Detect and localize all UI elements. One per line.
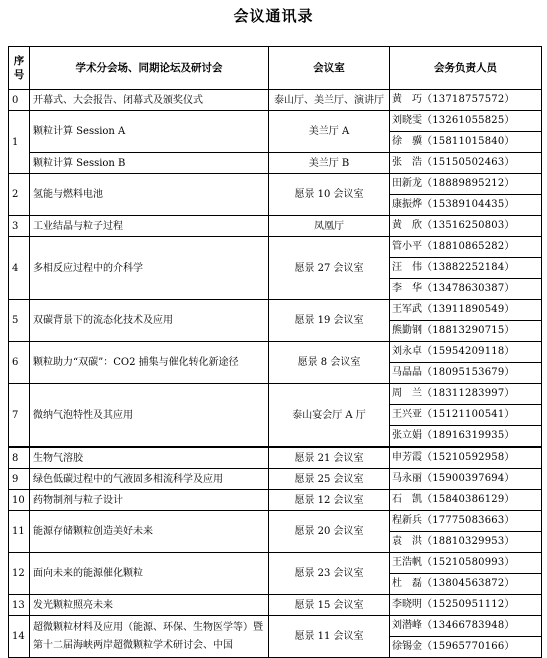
- table-row: [9, 216, 542, 237]
- contact-cell: [390, 342, 542, 384]
- contact-cell: [390, 237, 542, 300]
- header-num: 序号: [9, 47, 30, 90]
- contact-person: [390, 553, 541, 573]
- session-title: 超微颗粒材料及应用（能源、环保、生物医学等）暨第十二届海峡两岸超微颗粒学术研讨会、中国: [30, 616, 269, 658]
- contact-phone: （13882252184）: [422, 262, 515, 273]
- contact-phone: （15954209118）: [422, 346, 515, 357]
- meeting-room: 泰山厅、美兰厅、演讲厅: [269, 90, 390, 111]
- contact-person: [390, 216, 541, 236]
- row-number: 4: [9, 237, 30, 300]
- contact-cell: [390, 300, 542, 342]
- contact-name: 马晶晶: [392, 367, 422, 378]
- table-row: [9, 111, 542, 153]
- row-number: 8: [9, 447, 30, 469]
- table-header-row: [9, 47, 542, 90]
- session-title: 生物气溶胶: [30, 447, 269, 469]
- contact-cell: [390, 469, 542, 490]
- contact-person: [390, 257, 541, 278]
- session-title: 工业结晶与粒子过程: [30, 216, 269, 237]
- contact-name: 管小平: [392, 241, 422, 252]
- contact-cell: [390, 511, 542, 553]
- row-number: 1: [9, 111, 30, 174]
- contact-person: [390, 131, 541, 152]
- contact-cell: [390, 111, 542, 153]
- meeting-room: 愿景 20 会议室: [269, 511, 390, 553]
- header-session: 学术分会场、同期论坛及研讨会: [30, 47, 269, 90]
- contact-name: 刘潜峰: [392, 620, 422, 631]
- contact-name: 张立娟: [392, 430, 422, 441]
- contact-phone: （15965770166）: [422, 641, 515, 652]
- table-row: [9, 447, 542, 469]
- contact-name: 王兴亚: [392, 409, 422, 420]
- contact-person: [390, 278, 541, 299]
- meeting-room: 美兰厅 A: [269, 111, 390, 153]
- table-row: [9, 616, 542, 658]
- meeting-room: 愿景 27 会议室: [269, 237, 390, 300]
- contact-phone: （18810329953）: [422, 536, 515, 547]
- contact-cell: [390, 216, 542, 237]
- table-row: [9, 174, 542, 216]
- contact-name: 王军武: [392, 304, 422, 315]
- contact-person: [390, 320, 541, 341]
- contact-cell: [390, 447, 542, 469]
- document-title: 会议通讯录: [233, 7, 314, 25]
- contact-phone: （15389104435）: [422, 199, 515, 210]
- contact-name: 黄 巧: [392, 94, 422, 105]
- contact-phone: （18813290715）: [422, 325, 515, 336]
- contact-cell: [390, 384, 542, 448]
- contact-phone: （15900397694）: [422, 473, 515, 484]
- contact-person: [390, 342, 541, 362]
- contact-phone: （15150502463）: [422, 157, 515, 168]
- header-contact: 会务负责人员: [390, 47, 542, 90]
- contact-name: 申芳霞: [392, 452, 422, 463]
- contact-person: [390, 448, 541, 468]
- row-number: 13: [9, 595, 30, 616]
- table-row: [9, 511, 542, 553]
- contact-person: [390, 300, 541, 320]
- contact-phone: （13466783948）: [422, 620, 515, 631]
- contact-name: 汪 伟: [392, 262, 422, 273]
- contact-person: [390, 490, 541, 510]
- contact-phone: （18095153679）: [422, 367, 515, 378]
- contact-phone: （15250951112）: [422, 599, 515, 610]
- contact-name: 李 华: [392, 283, 422, 294]
- meeting-room: 愿景 23 会议室: [269, 553, 390, 595]
- table-row: [9, 384, 542, 448]
- contact-name: 张 浩: [392, 157, 422, 168]
- meeting-room: 愿景 10 会议室: [269, 174, 390, 216]
- row-number: 10: [9, 490, 30, 511]
- contact-name: 马永丽: [392, 473, 422, 484]
- contact-person: [390, 194, 541, 215]
- contact-person: [390, 511, 541, 531]
- contact-phone: （13478630387）: [422, 283, 515, 294]
- contact-name: 周 兰: [392, 388, 422, 399]
- contact-name: 徐锡金: [392, 641, 422, 652]
- contact-person: [390, 174, 541, 194]
- contact-name: 康振烨: [392, 199, 422, 210]
- contact-cell: [390, 174, 542, 216]
- row-number: 2: [9, 174, 30, 216]
- meeting-room: 愿景 15 会议室: [269, 595, 390, 616]
- session-title: 开幕式、大会报告、闭幕式及颁奖仪式: [30, 90, 269, 111]
- row-number: 7: [9, 384, 30, 448]
- row-number: 12: [9, 553, 30, 595]
- contact-person: [390, 384, 541, 404]
- contact-phone: （18810865282）: [422, 241, 515, 252]
- session-title: 多相反应过程中的介科学: [30, 237, 269, 300]
- contact-phone: （15121100541）: [422, 409, 515, 420]
- meeting-room: 愿景 11 会议室: [269, 616, 390, 658]
- session-title: 颗粒助力“双碳”：CO2 捕集与催化转化新途径: [30, 342, 269, 384]
- contact-cell: [390, 553, 542, 595]
- contact-person: [390, 616, 541, 636]
- contact-name: 熊勤钢: [392, 325, 422, 336]
- table-row: [9, 90, 542, 111]
- contact-phone: （15811015840）: [422, 136, 515, 147]
- meeting-room: 愿景 21 会议室: [269, 447, 390, 469]
- session-title: 双碳背景下的流态化技术及应用: [30, 300, 269, 342]
- contact-name: 杜 磊: [392, 578, 422, 589]
- contact-cell: [390, 616, 542, 658]
- row-number: 11: [9, 511, 30, 553]
- contact-phone: （13261055825）: [422, 115, 515, 126]
- contact-name: 袁 洪: [392, 536, 422, 547]
- row-number: 5: [9, 300, 30, 342]
- contact-person: [390, 469, 541, 489]
- meeting-room: 愿景 12 会议室: [269, 490, 390, 511]
- contact-name: 田新龙: [392, 178, 422, 189]
- meeting-room: 愿景 19 会议室: [269, 300, 390, 342]
- contact-person: [390, 237, 541, 257]
- contact-phone: （13718757572）: [422, 94, 515, 105]
- contact-cell: [390, 153, 542, 174]
- contact-person: [390, 362, 541, 383]
- session-title: 微纳气泡特性及其应用: [30, 384, 269, 448]
- table-row: [9, 469, 542, 490]
- session-title: 颗粒计算 Session B: [30, 153, 269, 174]
- contact-person: [390, 90, 541, 110]
- contact-person: [390, 636, 541, 657]
- table-body: [9, 90, 542, 658]
- contact-person: [390, 595, 541, 615]
- session-title: 能源存储颗粒创造美好未来: [30, 511, 269, 553]
- session-title: 面向未来的能源催化颗粒: [30, 553, 269, 595]
- table-row: [9, 490, 542, 511]
- table-row: [9, 553, 542, 595]
- table-row: [9, 342, 542, 384]
- session-title: 绿色低碳过程中的气液固多相流科学及应用: [30, 469, 269, 490]
- contact-person: [390, 111, 541, 131]
- contact-name: 李晓明: [392, 599, 422, 610]
- contact-cell: [390, 490, 542, 511]
- contact-name: 黄 欣: [392, 220, 422, 231]
- contact-phone: （13804563872）: [422, 578, 515, 589]
- contact-name: 徐 骥: [392, 136, 422, 147]
- table-row: [9, 153, 542, 174]
- contact-person: [390, 404, 541, 425]
- contact-phone: （13911890549）: [422, 304, 515, 315]
- contact-phone: （13516250803）: [422, 220, 515, 231]
- contact-phone: （18916319935）: [422, 430, 515, 441]
- session-title: 药物制剂与粒子设计: [30, 490, 269, 511]
- row-number: 9: [9, 469, 30, 490]
- header-room: 会议室: [269, 47, 390, 90]
- contact-person: [390, 153, 541, 173]
- session-title: 发光颗粒照亮未来: [30, 595, 269, 616]
- contact-phone: （18889895212）: [422, 178, 515, 189]
- meeting-room: 美兰厅 B: [269, 153, 390, 174]
- meeting-room: 愿景 8 会议室: [269, 342, 390, 384]
- meeting-room: 凤凰厅: [269, 216, 390, 237]
- contact-name: 程新兵: [392, 515, 422, 526]
- contact-phone: （15210592958）: [422, 452, 515, 463]
- session-title: 氢能与燃料电池: [30, 174, 269, 216]
- contact-cell: [390, 90, 542, 111]
- row-number: 6: [9, 342, 30, 384]
- contact-phone: （15840386129）: [422, 494, 515, 505]
- contact-person: [390, 531, 541, 552]
- row-number: 14: [9, 616, 30, 658]
- contact-phone: （18311283997）: [422, 388, 515, 399]
- contact-name: 刘永卓: [392, 346, 422, 357]
- contact-phone: （17775083663）: [422, 515, 515, 526]
- contact-person: [390, 573, 541, 594]
- row-number: 0: [9, 90, 30, 111]
- contact-cell: [390, 595, 542, 616]
- meeting-room: 愿景 25 会议室: [269, 469, 390, 490]
- contact-name: 刘晓雯: [392, 115, 422, 126]
- table-row: [9, 595, 542, 616]
- session-title: 颗粒计算 Session A: [30, 111, 269, 153]
- contact-table: [8, 46, 542, 658]
- table-row: [9, 300, 542, 342]
- contact-name: 王浩帆: [392, 557, 422, 568]
- contact-name: 石 凯: [392, 494, 422, 505]
- meeting-room: 泰山宴会厅 A 厅: [269, 384, 390, 448]
- contact-person: [390, 425, 541, 446]
- row-number: 3: [9, 216, 30, 237]
- contact-phone: （15210580993）: [422, 557, 515, 568]
- table-row: [9, 237, 542, 300]
